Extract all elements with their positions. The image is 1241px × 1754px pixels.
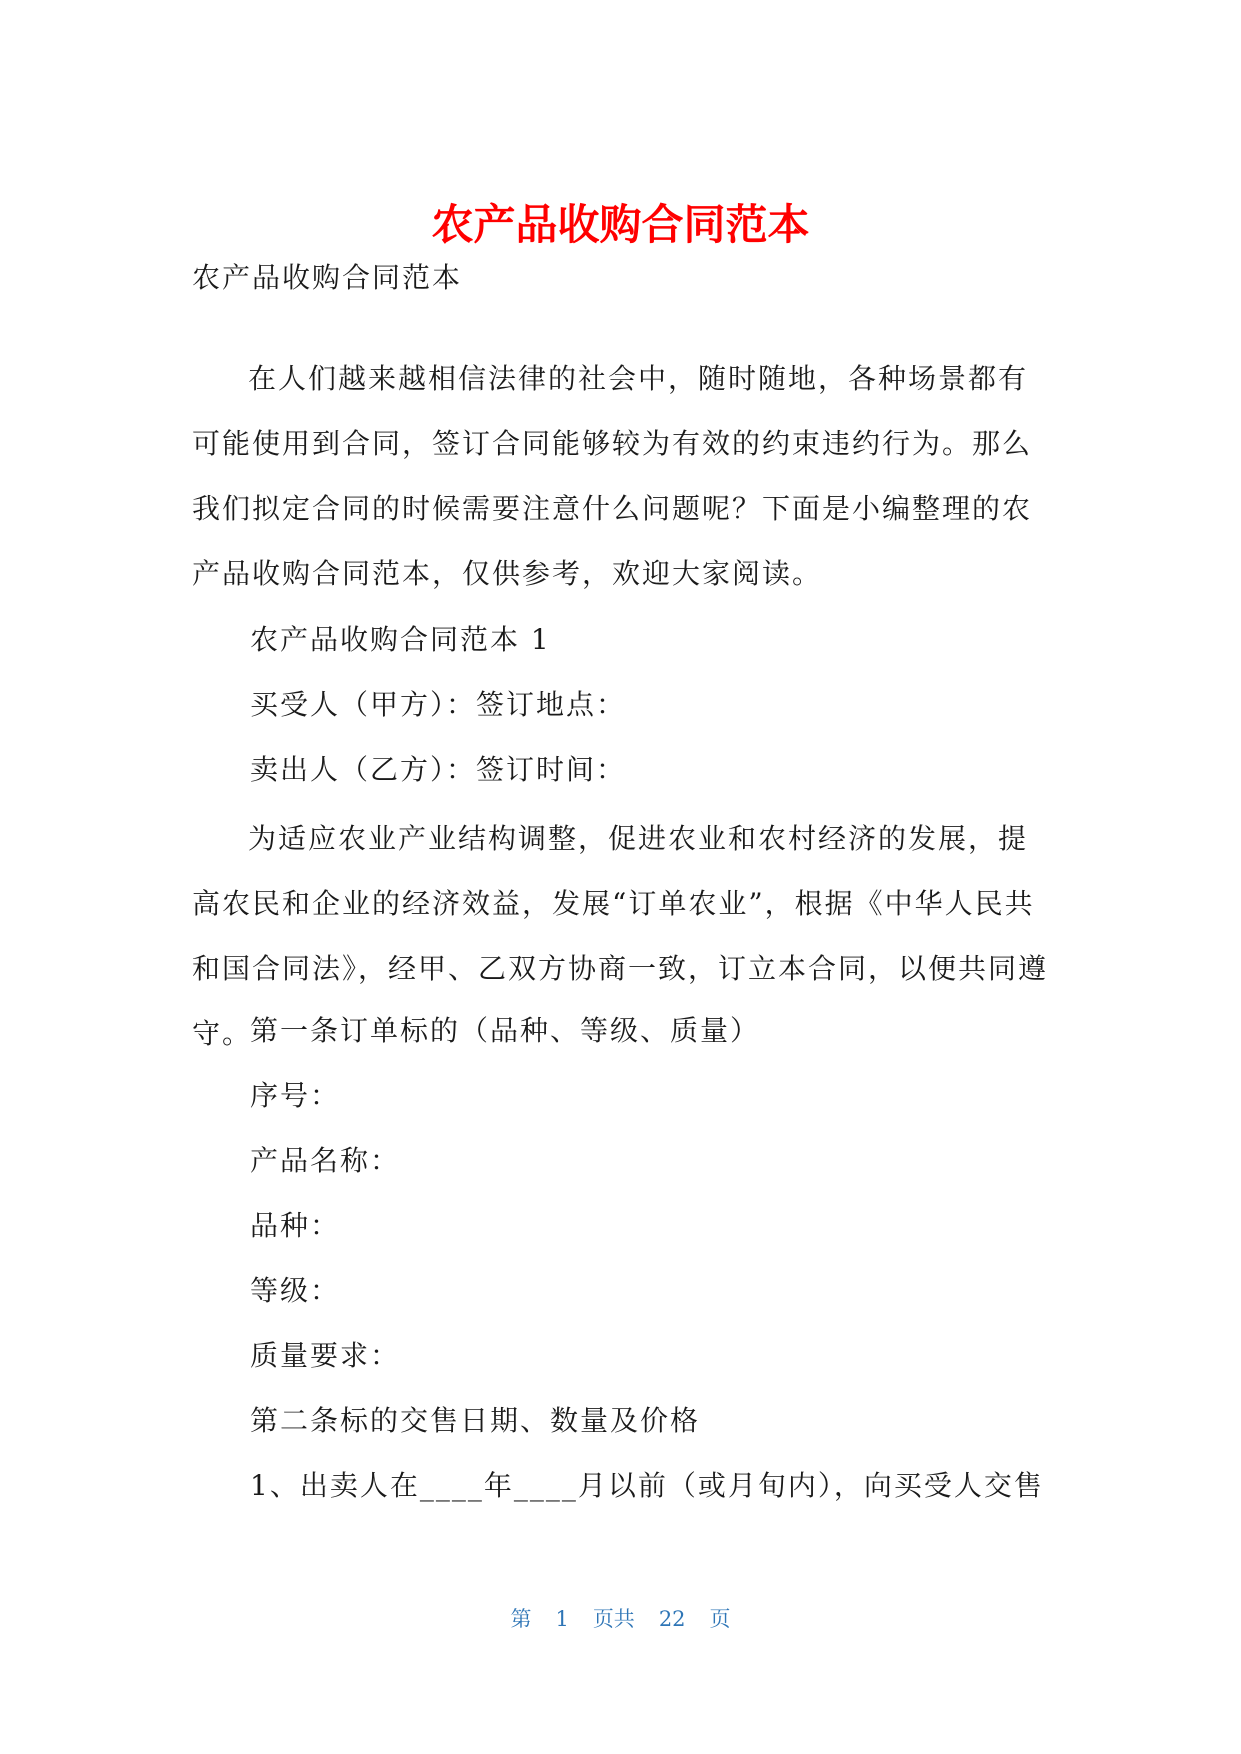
document-subtitle: 农产品收购合同范本 <box>192 261 463 294</box>
intro-paragraph: 在人们越来越相信法律的社会中，随时随地，各种场景都有可能使用到合同，签订合同能够较为有效的约束违约行为。那么我们拟定合同的时候需要注意什么问题呢？下面是小编整理的农产品收购合同范本，仅供参考，欢迎大家阅读。 <box>192 362 1033 590</box>
page-footer <box>0 1603 1241 1633</box>
footer-total-pages: 22 <box>658 1607 686 1631</box>
buyer-line: 买受人（甲方）：签订地点： <box>250 688 627 721</box>
grade-field: 等级： <box>250 1274 341 1307</box>
section-title: 农产品收购合同范本 1 <box>250 623 551 656</box>
quality-field: 质量要求： <box>250 1339 401 1372</box>
purpose-paragraph: 为适应农业产业结构调整，促进农业和农村经济的发展，提高农民和企业的经济效益，发展“订单农业”，根据《中华人民共和国合同法》，经甲、乙双方协商一致，订立本合同，以便共同遵守。 <box>192 822 1049 1050</box>
footer-suffix: 页 <box>709 1607 731 1631</box>
document-title: 农产品收购合同范本 <box>431 200 810 249</box>
footer-page-number: 1 <box>555 1607 569 1631</box>
seller-line: 卖出人（乙方）：签订时间： <box>250 753 627 786</box>
footer-prefix: 第 <box>510 1607 532 1631</box>
product-name-field: 产品名称： <box>250 1144 401 1177</box>
article-2-heading: 第二条标的交售日期、数量及价格 <box>250 1404 701 1437</box>
serial-field: 序号： <box>250 1079 341 1112</box>
variety-field: 品种： <box>250 1209 341 1242</box>
clause-1-line: 1、出卖人在____年____月以前（或月旬内），向买受人交售 <box>250 1469 1044 1502</box>
article-1-heading: 第一条订单标的（品种、等级、质量） <box>250 1014 761 1047</box>
footer-middle: 页共 <box>592 1607 635 1631</box>
